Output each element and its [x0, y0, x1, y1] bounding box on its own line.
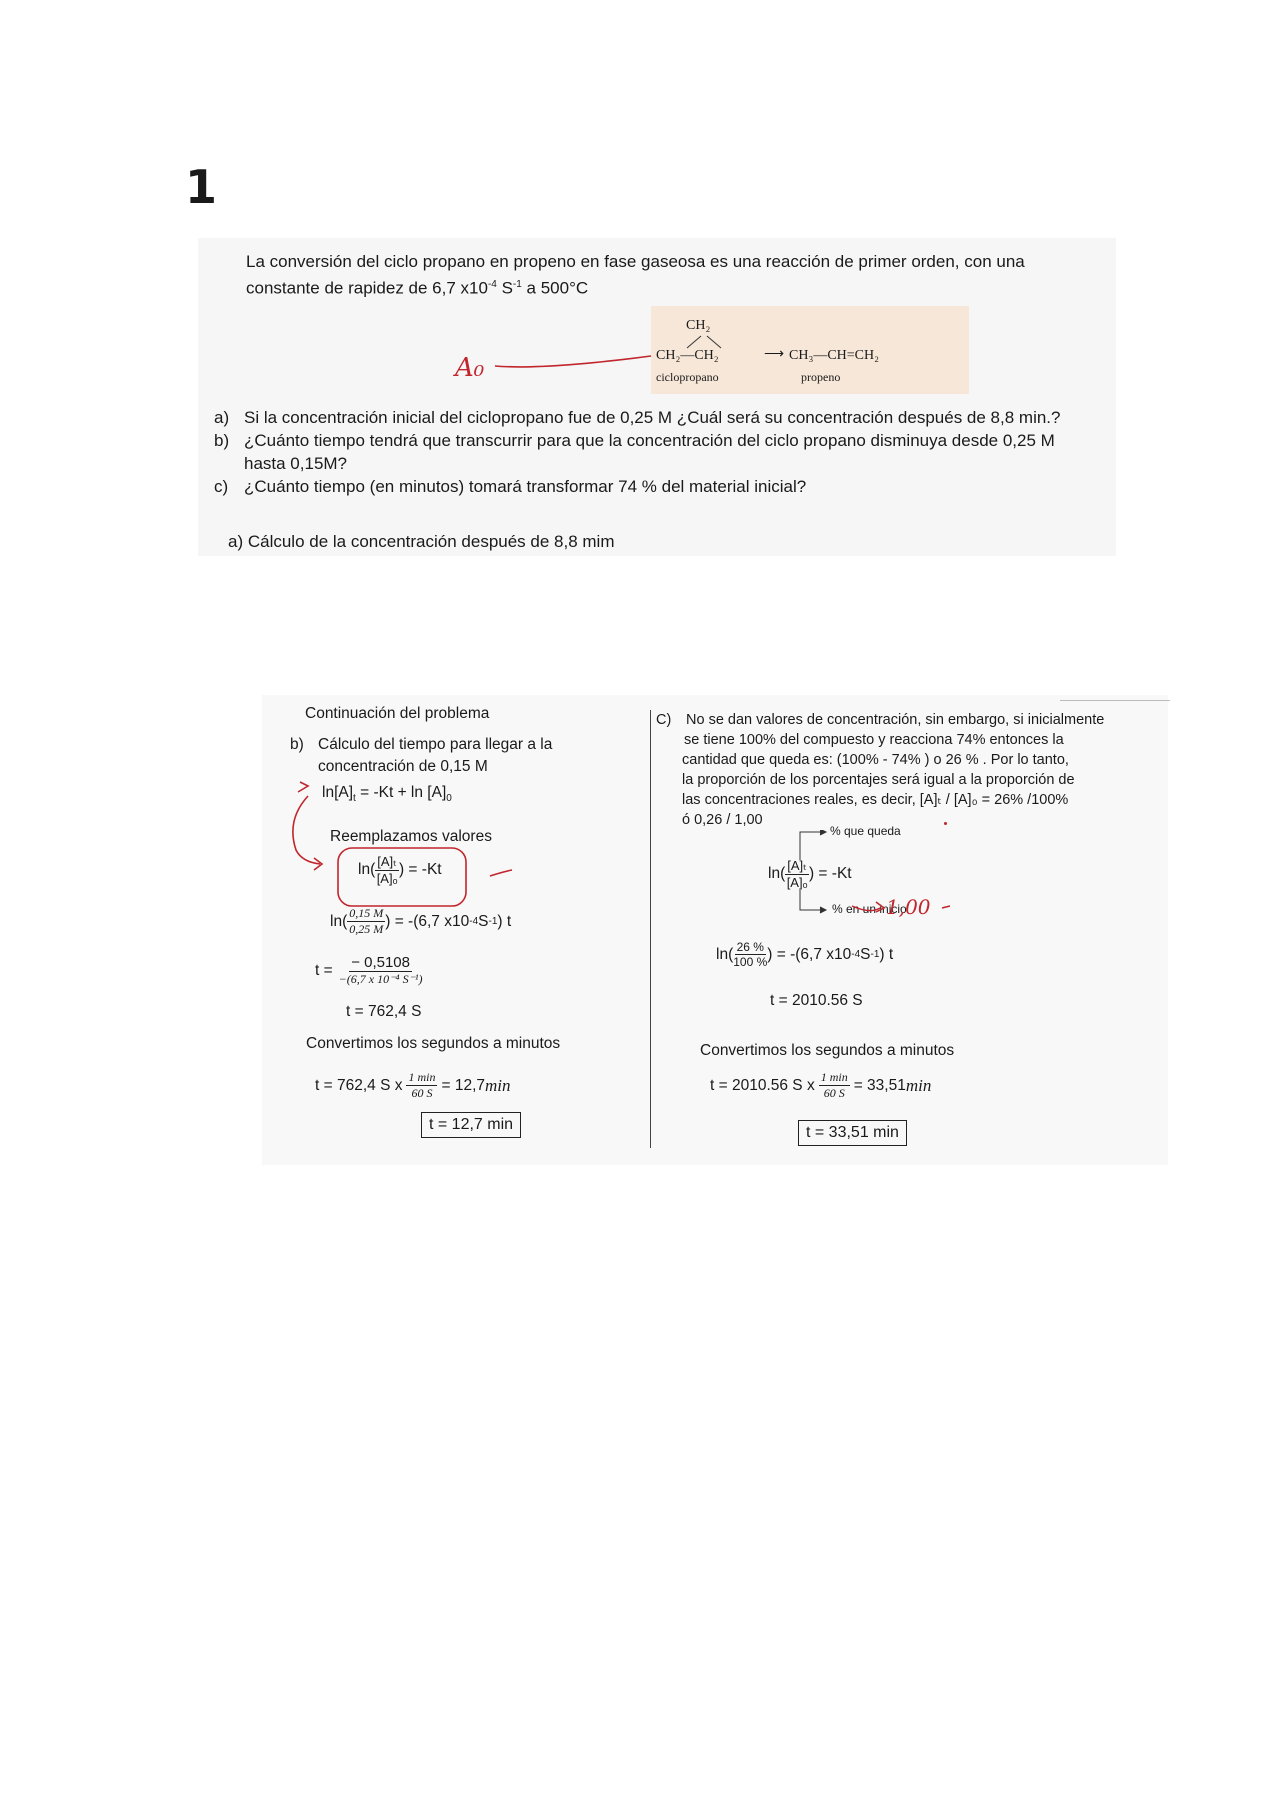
eq-text: S — [478, 912, 489, 930]
numerator: 0,15 M — [349, 906, 384, 920]
exponent: -4 — [487, 279, 497, 290]
numerator: [A]ₜ — [787, 858, 807, 873]
question-text: ¿Cuánto tiempo (en minutos) tomará transformar 74 % del material inicial? — [244, 477, 807, 496]
denominator: 60 S — [823, 1086, 845, 1100]
exponent: -4 — [851, 949, 861, 960]
eq-text: t = — [315, 961, 333, 979]
intro-text: constante de rapidez de 6,7 x10 — [246, 278, 488, 298]
eq-text: ln( — [358, 861, 376, 878]
eq-text: t = 762,4 S x — [315, 1076, 403, 1094]
question-b-cont — [214, 452, 1114, 475]
handwritten-dot — [944, 822, 947, 825]
eq-text: = 33,51 — [853, 1076, 906, 1094]
intro-text: a 500°C — [521, 278, 589, 298]
numerator: − 0,5108 — [351, 954, 410, 971]
fraction — [819, 1070, 850, 1101]
time-result-seconds: t = 762,4 S — [346, 1003, 422, 1020]
handwritten-annotation — [453, 346, 653, 386]
fraction — [375, 854, 399, 886]
eq-text: ) = -(6,7 x10 — [767, 945, 852, 963]
part-a-heading: a) Cálculo de la concentración después de 8,8 mim — [228, 532, 615, 551]
denominator: 100 % — [733, 955, 768, 969]
eq-text: ) = -(6,7 x10 — [385, 912, 470, 930]
question-b — [214, 429, 1114, 452]
part-c-explanation — [682, 710, 1156, 830]
reaction-top-group: CH₂ — [686, 318, 711, 333]
eq-text: = 12,7 — [441, 1076, 485, 1094]
denominator: 60 S — [411, 1086, 433, 1100]
time-expression — [315, 954, 423, 987]
substituted-equation — [330, 906, 511, 937]
exponent: -1 — [488, 916, 498, 927]
part-c-line: ó 0,26 / 1,00 — [682, 812, 763, 828]
part-c-letter: C) — [656, 712, 672, 728]
part-b-line-2: concentración de 0,15 M — [318, 758, 488, 775]
subscript: 0 — [446, 793, 452, 805]
denominator: −(6,7 x 10⁻⁴ S⁻¹) — [338, 972, 423, 986]
question-letter: b) — [214, 431, 230, 450]
numerator: 26 % — [736, 940, 764, 954]
question-letter: c) — [214, 477, 229, 496]
part-c-line: No se dan valores de concentración, sin embargo, si inicialmente — [686, 712, 1105, 728]
result-box: t = 12,7 min — [421, 1112, 521, 1138]
denominator: 0,25 M — [349, 922, 384, 936]
exponent: -4 — [469, 916, 479, 927]
conversion-equation-c — [710, 1070, 931, 1101]
intro-text: S — [496, 278, 513, 298]
fraction — [339, 954, 423, 987]
exponent: -1 — [870, 949, 880, 960]
note-remaining: % que queda — [830, 824, 901, 838]
numerator: 1 min — [408, 1070, 436, 1084]
intro-line-1: La conversión del ciclo propano en propeno en fase gaseosa es una reacción de primer orden, con una — [246, 252, 1025, 271]
part-c-line: la proporción de los porcentajes será igual a la proporción de — [682, 772, 1075, 788]
eq-text: S — [860, 945, 871, 963]
fraction — [406, 1070, 437, 1101]
ratio-equation — [358, 854, 442, 886]
part-b-letter: b) — [290, 736, 304, 753]
reaction-arrow-icon: ⟶ — [764, 347, 785, 362]
top-rule — [1060, 700, 1170, 701]
eq-text: ) = -Kt — [398, 861, 442, 878]
result-box-c: t = 33,51 min — [798, 1120, 907, 1146]
part-c-line: las concentraciones reales, es decir, [A]ₜ / [A]₀ = 26% /100% — [682, 792, 1069, 808]
question-text: ¿Cuánto tiempo tendrá que transcurrir para que la concentración del ciclo propano disminuya desde 0,25 M — [244, 431, 1055, 450]
convert-label-c: Convertimos los segundos a minutos — [700, 1042, 955, 1059]
part-c-line: se tiene 100% del compuesto y reacciona 74% entonces la — [684, 732, 1064, 748]
fraction — [785, 858, 809, 890]
denominator: [A]ₒ — [376, 871, 398, 886]
column-divider — [650, 710, 651, 1148]
question-c — [214, 475, 1114, 498]
eq-text: t = 2010.56 S x — [710, 1076, 815, 1094]
part-b-line-1: Cálculo del tiempo para llegar a la — [318, 736, 553, 753]
continuation-heading: Continuación del problema — [305, 705, 490, 722]
eq-text: ln[A] — [322, 784, 354, 801]
eq-text: ) t — [879, 945, 894, 963]
handwritten-label: A₀ — [455, 353, 485, 383]
unit: min — [485, 1075, 511, 1095]
page-number: 1 — [185, 160, 218, 214]
eq-text: ) = -Kt — [808, 865, 852, 882]
question-letter: a) — [214, 408, 230, 427]
reactant-name: ciclopropano — [656, 370, 719, 384]
part-c-line: cantidad que queda es: (100% - 74% ) o 26 % . Por lo tanto, — [682, 752, 1069, 768]
question-text: hasta 0,15M? — [244, 454, 348, 473]
questions-list — [214, 406, 1114, 498]
reactant: CH₂—CH₂ — [656, 348, 719, 363]
handwritten-note: 1,00 — [886, 895, 931, 919]
note-initial: % en un inicio — [832, 902, 907, 916]
numerator: [A]ₜ — [377, 854, 397, 869]
reaction-diagram — [651, 306, 969, 394]
fraction — [347, 906, 385, 937]
eq-text: ln( — [716, 945, 734, 963]
eq-text: ) t — [497, 912, 512, 930]
ratio-equation-c — [768, 858, 852, 890]
denominator: [A]ₒ — [786, 875, 808, 890]
eq-text: ln( — [330, 912, 348, 930]
fraction — [733, 940, 767, 969]
problem-statement — [198, 238, 1116, 556]
eq-text: ln( — [768, 865, 786, 882]
convert-label: Convertimos los segundos a minutos — [306, 1035, 561, 1052]
handwritten-arrow-note — [850, 888, 960, 922]
eq-text: = -Kt + ln [A] — [355, 784, 447, 801]
substituted-equation-c — [716, 940, 893, 969]
question-text: Si la concentración inicial del ciclopropano fue de 0,25 M ¿Cuál será su concentración después de 8,8 min.? — [244, 408, 1061, 427]
product-name: propeno — [801, 370, 841, 384]
intro-line-2 — [246, 273, 588, 300]
question-a — [214, 406, 1114, 429]
numerator: 1 min — [820, 1070, 848, 1084]
unit: min — [905, 1075, 932, 1095]
subscript: t — [353, 793, 356, 805]
exponent: -1 — [512, 279, 522, 290]
conversion-equation — [315, 1070, 511, 1101]
product: CH₃—CH=CH₂ — [789, 348, 880, 363]
replace-values-label: Reemplazamos valores — [330, 828, 492, 845]
handwritten-bracket-icon — [290, 780, 520, 910]
time-result-seconds-c: t = 2010.56 S — [770, 992, 863, 1009]
